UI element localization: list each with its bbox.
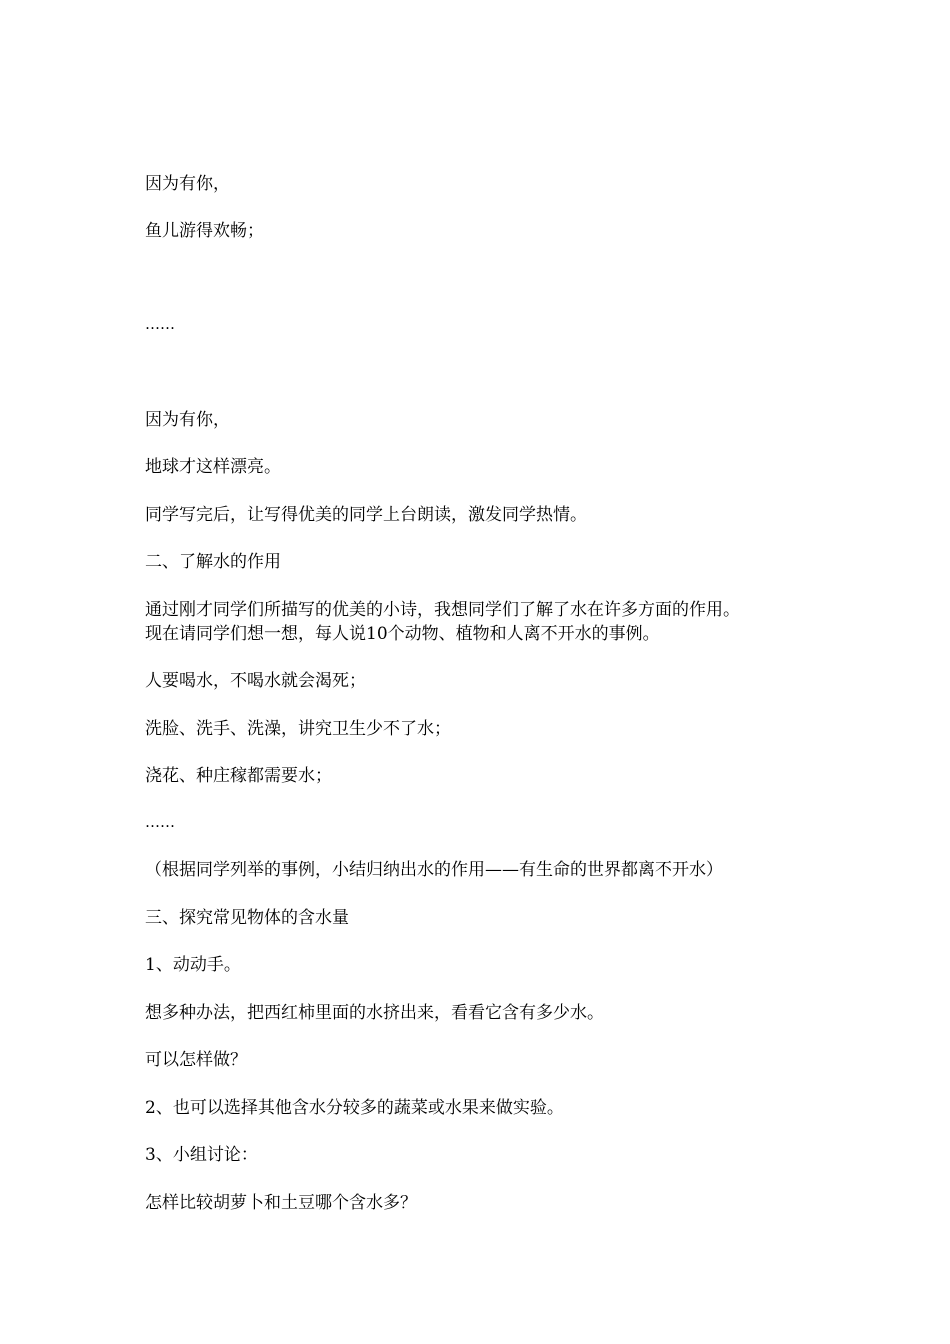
ellipsis: …… xyxy=(145,813,175,831)
paragraph: 通过刚才同学们所描写的优美的小诗，我想同学们了解了水在许多方面的作用。 xyxy=(145,600,740,620)
poem-line: 因为有你， xyxy=(145,174,230,194)
list-item: 洗脸、洗手、洗澡，讲究卫生少不了水； xyxy=(145,719,451,739)
subheading: 1、动动手。 xyxy=(145,955,241,975)
paragraph: 可以怎样做？ xyxy=(145,1050,247,1070)
subheading: 2、也可以选择其他含水分较多的蔬菜或水果来做实验。 xyxy=(145,1098,564,1118)
paragraph: （根据同学列举的事例，小结归纳出水的作用——有生命的世界都离不开水） xyxy=(145,860,723,880)
ellipsis: …… xyxy=(145,315,175,333)
poem-line: 因为有你， xyxy=(145,410,230,430)
section-heading: 三、探究常见物体的含水量 xyxy=(145,908,349,928)
paragraph: 同学写完后，让写得优美的同学上台朗读，激发同学热情。 xyxy=(145,505,587,525)
poem-line: 地球才这样漂亮。 xyxy=(145,457,281,477)
paragraph: 怎样比较胡萝卜和土豆哪个含水多？ xyxy=(145,1193,417,1213)
paragraph: 想多种办法，把西红柿里面的水挤出来，看看它含有多少水。 xyxy=(145,1003,604,1023)
paragraph: 现在请同学们想一想，每人说10个动物、植物和人离不开水的事例。 xyxy=(145,624,660,644)
poem-line: 鱼儿游得欢畅； xyxy=(145,221,264,241)
list-item: 浇花、种庄稼都需要水； xyxy=(145,766,332,786)
subheading: 3、小组讨论： xyxy=(145,1145,258,1165)
section-heading: 二、了解水的作用 xyxy=(145,552,281,572)
list-item: 人要喝水，不喝水就会渴死； xyxy=(145,671,366,691)
